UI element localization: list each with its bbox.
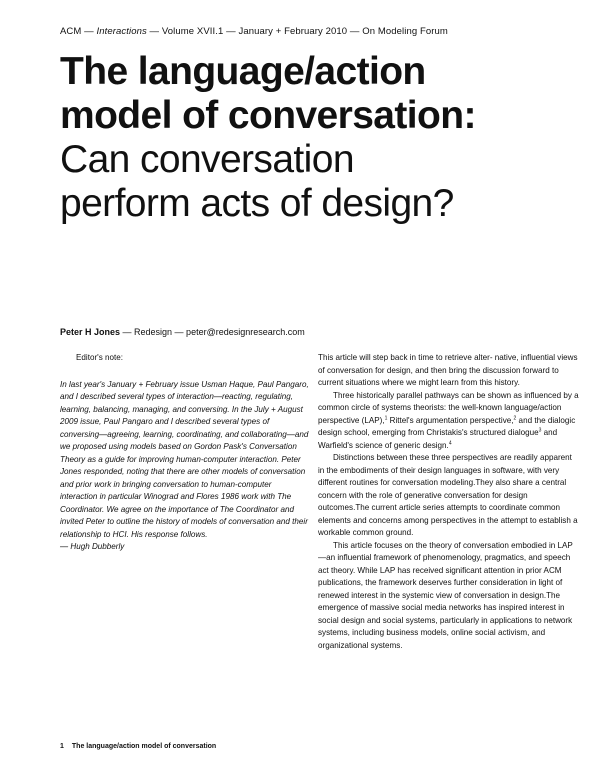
p2-text-a: Three historically parallel pathways can be shown as influenced by a common circle of systems theorists: the well-known language/action perspective (LAP), [318, 390, 579, 425]
editors-note-text: In last year's January + February issue Usman Haque, Paul Pangaro, and I described several types of interaction—reacting, regulating, learning, balancing, managing, and conversing. In the July + August 2009 issue, Paul Pangaro and I described several types of conversing—agreeing, learning, coordinating, and collaborating—and we proposed using models based on Gordon Pask's Conversation Theory as a guide for improving human-computer interaction. Peter Jones responded, noting that there are other models of conversation and prior work in bringing conversation to human-computer interaction in particular Winograd and Flores 1986 work with The Coordinator. We agree on the importance of The Coordinator and invited Peter to outline the history of models of conversation and their relationship to HCI. His response follows. [60, 379, 309, 539]
editors-note-column [60, 352, 310, 554]
body-paragraph-4: This article focuses on the theory of conversation embodied in LAP—an influential framework of phenomenology, pragmatics, and speech act theory. While LAP has received significant attention in prior ACM publications, the framework deserves further consideration in light of renewed interest in the systemic view of conversation in design.The emergence of massive social media networks has inspired interest in social design and social systems, particularly in applications to network systems, including business models, online social activism, and organizational systems. [318, 540, 573, 650]
byline [60, 327, 305, 337]
byline-affiliation: — Redesign — peter@redesignresearch.com [120, 327, 305, 337]
body-paragraph-1: This article will step back in time to retrieve alter- native, influential views of conversation for design, and then bring the discussion forward to current situations where we might learn from this history. [318, 353, 578, 387]
footnote-ref-2[interactable]: 2 [513, 414, 517, 421]
p2-text-d: and Warfield's science of generic design. [318, 428, 558, 450]
editors-note-signature: — Hugh Dubberly [60, 542, 125, 551]
footnote-ref-4[interactable]: 4 [448, 439, 452, 446]
body-paragraph-3: Distinctions between these three perspectives are readily apparent in the embodiments of their design languages in software, with very different routines for conversation modeling.They also share a central concern with the role of generative conversation for design outcomes.The current article series attempts to coordinate common elements and concerns among perspectives in the attempt to establish a workable common ground. [318, 453, 578, 537]
page-number: 1 [60, 743, 64, 750]
editors-note-label: Editor's note: [76, 353, 123, 362]
editors-note-body [60, 379, 310, 554]
article-title [60, 50, 560, 226]
subtitle-line-1: Can conversation [60, 138, 354, 181]
footnote-ref-3[interactable]: 3 [538, 427, 542, 434]
magazine-name: Interactions [96, 26, 147, 37]
header-suffix: — Volume XVII.1 — January + February 2010 — On Modeling Forum [146, 26, 448, 37]
p2-text-b: Rittel's argumentation perspective, [387, 415, 514, 425]
title-line-1: The language/action [60, 50, 426, 93]
footnote-ref-1[interactable]: 1 [384, 414, 388, 421]
footer-running-title: The language/action model of conversation [71, 743, 217, 750]
p2-text-c: and the dialogic design school, emerging from Christakis's structured dialogue [318, 415, 576, 437]
article-body-column [318, 352, 580, 652]
author-name: Peter H Jones [60, 327, 121, 337]
header-prefix: ACM — [60, 26, 97, 37]
body-paragraph-2 [318, 390, 580, 453]
running-header [60, 26, 448, 37]
subtitle-line-2: perform acts of design? [60, 182, 454, 225]
title-line-2: model of conversation: [60, 94, 476, 137]
page-footer [60, 743, 216, 750]
